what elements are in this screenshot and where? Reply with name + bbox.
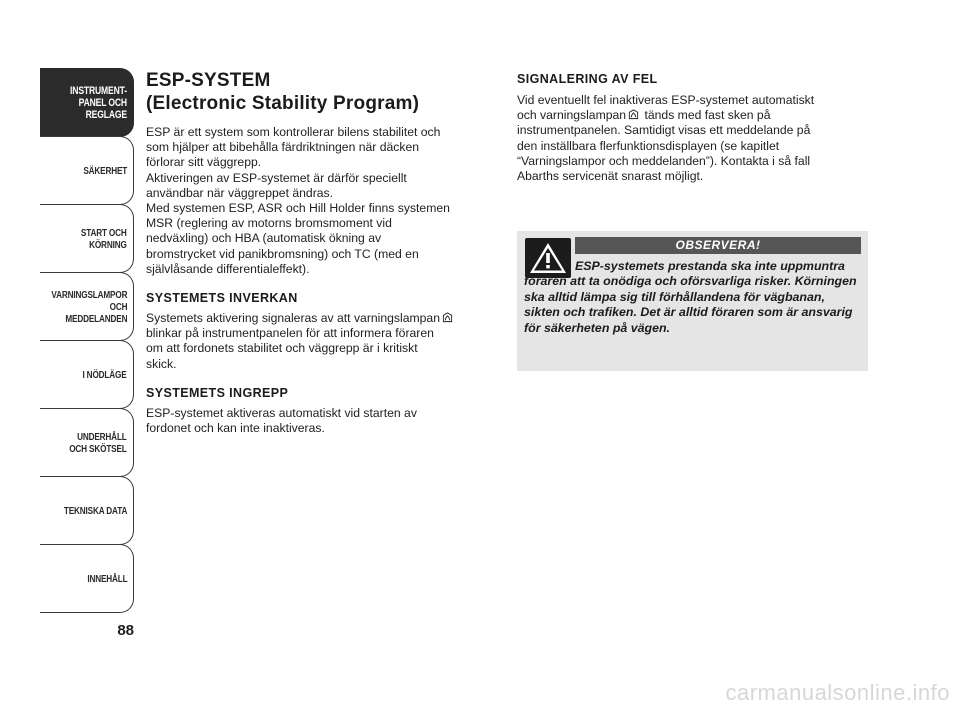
tab-start-och-korning[interactable] — [40, 204, 134, 273]
tab-label: START OCH KÖRNING — [81, 226, 127, 251]
tab-label: SÄKERHET — [83, 164, 127, 177]
inverkan-text-start: Systemets aktivering signaleras av att varningslampan — [146, 311, 440, 326]
section-heading-inverkan: SYSTEMETS INVERKAN — [146, 291, 298, 306]
watermark: carmanualsonline.info — [725, 680, 950, 705]
inverkan-text-end: blinkar på instrumentpanelen för att informera föraren om att fordonets stabilitet och väggrepp är i kritiskt skick. — [146, 326, 434, 371]
warning-header: OBSERVERA! — [575, 237, 861, 254]
tab-label: VARNINGSLAMPOR OCH MEDDELANDEN — [51, 288, 127, 325]
warning-box — [517, 231, 868, 371]
left-column — [146, 69, 496, 436]
warning-text: ESP-systemets prestanda ska inte uppmuntra föraren att ta onödiga och oförsvarliga risker. Körningen ska alltid lämpa sig till förhållandena för vägbanan, sikten och trafiken. Det är alltid föraren som är ansvarig för säkerheten på vägen. — [524, 259, 857, 335]
signalering-text-start: Vid eventuellt fel inaktiveras ESP-systemet automatiskt och varningslampan — [517, 93, 815, 123]
section-heading-ingrepp: SYSTEMETS INGREPP — [146, 385, 289, 400]
page-title — [146, 69, 496, 115]
tab-label: TEKNISKA DATA — [63, 504, 127, 517]
tab-underhall[interactable] — [40, 408, 134, 477]
tab-label: INNEHÅLL — [86, 572, 127, 585]
tab-sakerhet[interactable] — [40, 136, 134, 205]
tab-label: INSTRUMENT- PANEL OCH REGLAGE — [70, 84, 127, 121]
tab-instrumentpanel[interactable] — [40, 68, 134, 137]
signalering-paragraph — [517, 93, 867, 184]
tab-label: UNDERHÅLL OCH SKÖTSEL — [69, 430, 127, 455]
tab-label: I NÖDLÄGE — [82, 368, 127, 381]
title-line-2: (Electronic Stability Program) — [146, 93, 420, 114]
chapter-tabs — [40, 68, 134, 613]
section-heading-signalering: SIGNALERING AV FEL — [517, 72, 658, 86]
page-number: 88 — [117, 622, 134, 639]
tab-varningslampor[interactable] — [40, 272, 134, 341]
esp-warning-lamp-icon — [628, 109, 639, 120]
tab-i-nodlage[interactable] — [40, 340, 134, 409]
esp-warning-lamp-icon — [442, 312, 453, 323]
ingrepp-paragraph: ESP-systemet aktiveras automatiskt vid starten av fordonet och kan inte inaktiveras. — [146, 405, 417, 436]
tab-tekniska-data[interactable] — [40, 476, 134, 545]
right-column — [517, 71, 867, 184]
title-line-1: ESP-SYSTEM — [146, 70, 271, 91]
tab-innehall[interactable] — [40, 544, 134, 613]
inverkan-paragraph — [146, 311, 496, 372]
signalering-text-end: tänds med fast sken på instrumentpanelen. Samtidigt visas ett meddelande på den inställbara flerfunktionsdisplayen (se kapitlet “Varningslampor och meddelanden”). Kontakta i så fall Abarths servicenät snarast möjligt. — [517, 108, 811, 184]
intro-paragraph: ESP är ett system som kontrollerar bilens stabilitet och som hjälper att bibehålla färdriktningen när däcken förlorar sitt väggrepp. Aktiveringen av ESP-systemet är därför speciellt användbar när väggreppet ändras. Med systemen ESP, ASR och Hill Holder finns systemen MSR (reglering av motorns bromsmoment vid nedväxling) och HBA (automatisk ökning av bromstrycket vid panikbromsning) och TC (med en självlåsande differentialeffekt). — [146, 125, 450, 276]
